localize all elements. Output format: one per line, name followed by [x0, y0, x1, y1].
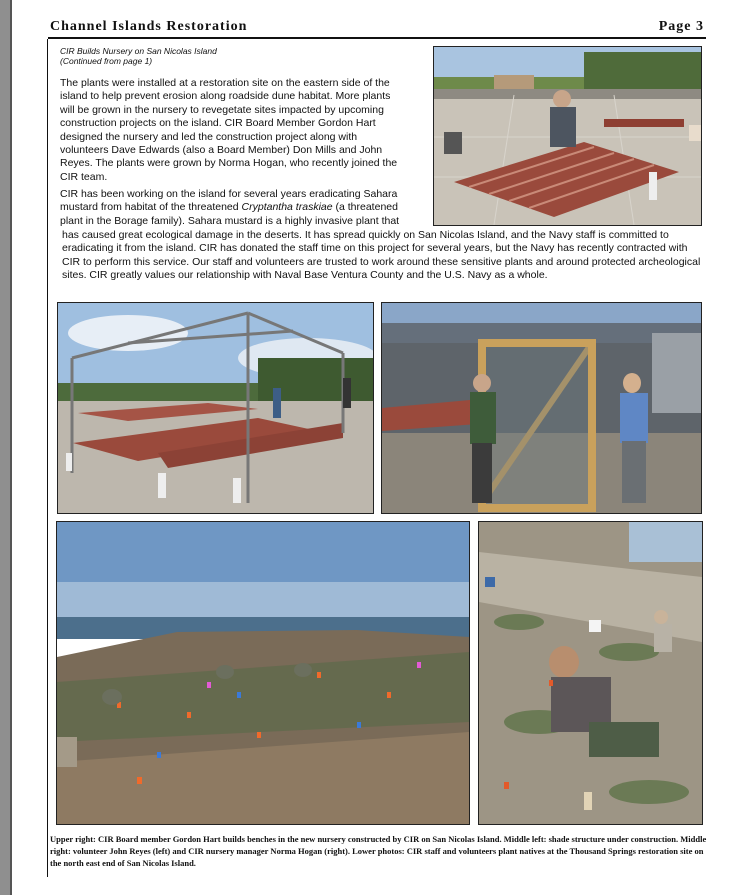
kicker-continued: (Continued from page 1): [60, 56, 153, 66]
paragraph-2-text-b: (a threatened plant in the Borage family). Sahara mustard is a highly invasive plant that: [60, 201, 400, 227]
photo-lower-left: [56, 521, 470, 825]
paragraph-2-text-a: CIR has been working on the island for several years eradicating Sahara mustard from habitat of the threatened: [60, 188, 398, 214]
species-name: Cryptantha traskiae: [241, 201, 333, 214]
photo-volunteers-nursery-door: [382, 303, 701, 513]
page-edge-bar: [0, 0, 10, 895]
photo-bench-building: [434, 47, 701, 225]
photo-lower-right: [478, 521, 703, 825]
page-header: [48, 18, 704, 36]
page-number: Page 3: [658, 19, 704, 34]
article-paragraph-1: The plants were installed at a restoration site on the eastern side of the island to help prevent erosion along roadside dune habitat. More plants will be grown in the nursery to revegetate sites impacted by upcoming construction projects on the island. CIR Board Member Gordon Hart designed the nursery and led the construction project along with volunteers Dave Edwards (also a Board Member) Don Mills and John Reyes. The plants were grown by Norma Hogan, who recently joined the CIR team.: [60, 77, 398, 183]
article-paragraph-2-continued: has caused great ecological damage in the deserts. It has spread quickly on San Nicolas Island, and the Navy staff is committed to eradicating it from the island. CIR has donated the staff time on this project for several years, but the Navy has recently contracted with CIR to perform this service. Our staff and volunteers are trusted to work around these sensitive plants and around protected archeological sites. CIR greatly values our relationship with Naval Base Ventura County and the U.S. Navy as a whole.: [62, 229, 701, 282]
photo-planting-coastal-site: [57, 522, 469, 824]
page-edge-shadow: [10, 0, 12, 895]
newsletter-title: Channel Islands Restoration: [50, 19, 248, 34]
photo-upper-right: [433, 46, 702, 226]
header-rule: [48, 37, 706, 39]
photo-middle-left: [57, 302, 374, 514]
photo-caption: Upper right: CIR Board member Gordon Hart builds benches in the new nursery constructed by CIR on San Nicolas Island. Middle left: shade structure under construction. Middle right: volunteer John Reyes (left) and CIR nursery manager Norma Hogan (right). Lower photos: CIR staff and volunteers plant natives at the Thousand Springs restoration site on the north east end of San Nicolas Island.: [50, 834, 707, 868]
article-paragraph-2: [60, 188, 405, 228]
article-kicker: [60, 46, 390, 66]
photo-volunteer-planting: [479, 522, 702, 824]
photo-middle-right: [381, 302, 702, 514]
photo-shade-structure: [58, 303, 373, 513]
left-rule: [47, 39, 48, 877]
kicker-headline: CIR Builds Nursery on San Nicolas Island: [60, 46, 217, 56]
